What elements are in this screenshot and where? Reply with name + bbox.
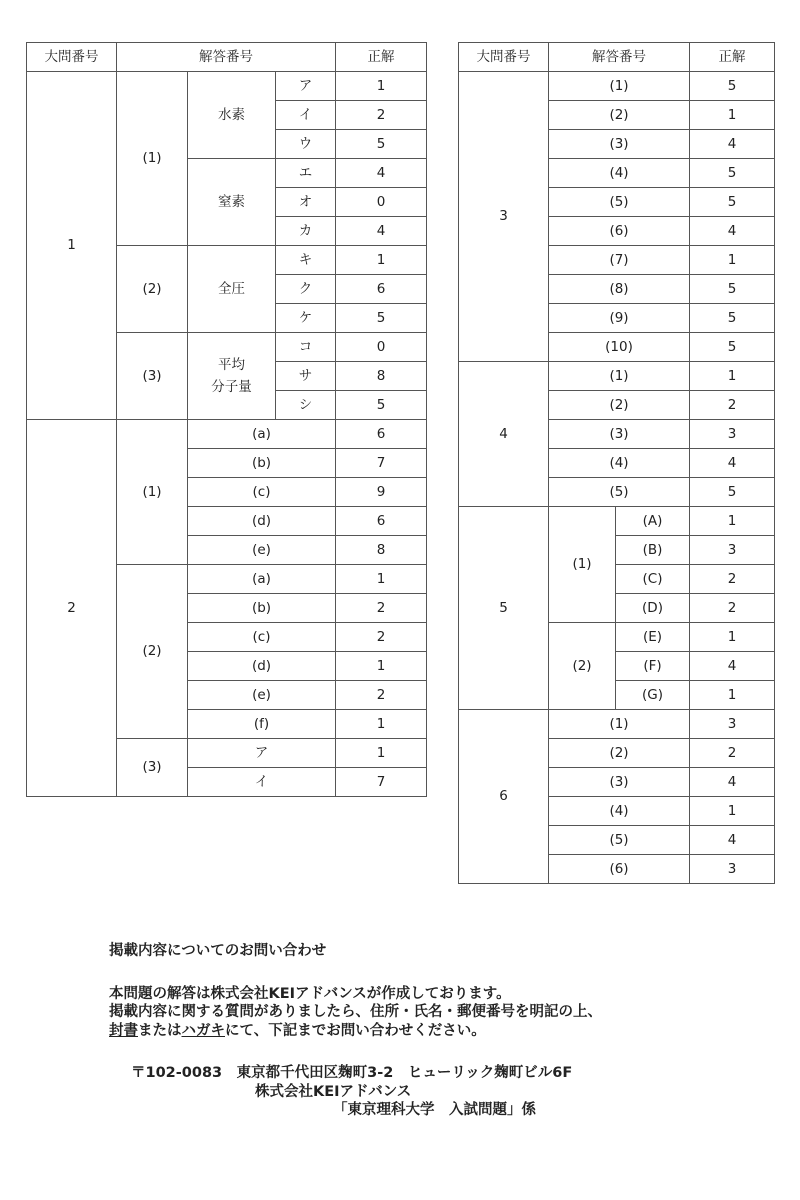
answer-symbol: イ: [276, 101, 336, 130]
sub-question: (10): [549, 333, 690, 362]
answer-symbol: (E): [616, 623, 690, 652]
sub-question: (2): [117, 246, 188, 333]
answer-symbol: コ: [276, 333, 336, 362]
correct-answer: 0: [336, 333, 427, 362]
correct-answer: 2: [690, 565, 775, 594]
sub-question: (1): [549, 507, 616, 623]
correct-answer: 5: [690, 72, 775, 101]
correct-answer: 4: [690, 826, 775, 855]
postal-address: 〒102-0083 東京都千代田区麹町3-2 ヒューリック麹町ビル6F: [131, 1065, 573, 1081]
question-number: 1: [27, 72, 117, 420]
answer-symbol: カ: [276, 217, 336, 246]
sub-question: (3): [549, 130, 690, 159]
correct-answer: 1: [690, 623, 775, 652]
answer-symbol: (a): [188, 565, 336, 594]
correct-answer: 2: [690, 391, 775, 420]
answer-symbol: オ: [276, 188, 336, 217]
answer-symbol: シ: [276, 391, 336, 420]
sub-question: (4): [549, 449, 690, 478]
correct-answer: 3: [690, 855, 775, 884]
answer-symbol: (B): [616, 536, 690, 565]
table-row: [459, 72, 775, 101]
answer-symbol: ク: [276, 275, 336, 304]
sub-question: (3): [117, 333, 188, 420]
table-row: [459, 362, 775, 391]
correct-answer: 3: [690, 536, 775, 565]
item-label: 全圧: [188, 246, 276, 333]
answer-symbol: (e): [188, 681, 336, 710]
question-number: 3: [459, 72, 549, 362]
answer-symbol: (d): [188, 652, 336, 681]
contact-line-3: [109, 1022, 779, 1041]
correct-answer: 6: [336, 275, 427, 304]
correct-answer: 4: [690, 130, 775, 159]
correct-answer: 1: [690, 507, 775, 536]
correct-answer: 1: [690, 246, 775, 275]
question-number: 6: [459, 710, 549, 884]
answer-table-right: [458, 42, 775, 884]
answer-symbol: (d): [188, 507, 336, 536]
sub-question: (8): [549, 275, 690, 304]
correct-answer: 5: [336, 130, 427, 159]
question-number: 4: [459, 362, 549, 507]
company-name: 株式会社KEIアドバンス: [255, 1083, 412, 1100]
correct-answer: 2: [336, 623, 427, 652]
table-row: [459, 710, 775, 739]
sub-question: (4): [549, 797, 690, 826]
answer-symbol: ウ: [276, 130, 336, 159]
sub-question: (5): [549, 188, 690, 217]
answer-symbol: (e): [188, 536, 336, 565]
correct-answer: 4: [690, 768, 775, 797]
answer-symbol: (G): [616, 681, 690, 710]
correct-answer: 1: [336, 739, 427, 768]
item-label: 窒素: [188, 159, 276, 246]
correct-answer: 1: [690, 362, 775, 391]
correct-answer: 3: [690, 420, 775, 449]
sub-question: (2): [117, 565, 188, 739]
correct-answer: 1: [336, 246, 427, 275]
correct-answer: 6: [336, 420, 427, 449]
answer-symbol: ア: [276, 72, 336, 101]
sub-question: (2): [549, 391, 690, 420]
contact-heading: 掲載内容についてのお問い合わせ: [109, 943, 327, 959]
answer-symbol: ア: [188, 739, 336, 768]
contact-line-1: 本問題の解答は株式会社KEIアドバンスが作成しております。: [109, 985, 511, 1002]
table-row: [27, 72, 427, 101]
answer-symbol: (c): [188, 623, 336, 652]
answer-symbol: (F): [616, 652, 690, 681]
sub-question: (3): [117, 739, 188, 797]
sub-question: (6): [549, 855, 690, 884]
correct-answer: 2: [336, 101, 427, 130]
answer-symbol: エ: [276, 159, 336, 188]
table-header-row: [27, 43, 427, 72]
sub-question: (1): [117, 420, 188, 565]
correct-answer: 4: [690, 449, 775, 478]
answer-symbol: (a): [188, 420, 336, 449]
or-text: または: [138, 1022, 182, 1039]
correct-answer: 4: [336, 159, 427, 188]
correct-answer: 2: [336, 681, 427, 710]
header-answer-number: 解答番号: [549, 43, 690, 72]
answer-symbol: (b): [188, 594, 336, 623]
spacer: [109, 961, 779, 985]
answer-symbol: (D): [616, 594, 690, 623]
correct-answer: 8: [336, 362, 427, 391]
correct-answer: 4: [336, 217, 427, 246]
correct-answer: 1: [336, 72, 427, 101]
correct-answer: 2: [336, 594, 427, 623]
correct-answer: 4: [690, 217, 775, 246]
item-label: 水素: [188, 72, 276, 159]
correct-answer: 5: [690, 333, 775, 362]
sealed-letter-text: 封書: [109, 1022, 138, 1039]
correct-answer: 0: [336, 188, 427, 217]
correct-answer: 7: [336, 768, 427, 797]
header-question: 大問番号: [459, 43, 549, 72]
question-number: 5: [459, 507, 549, 710]
header-correct: 正解: [690, 43, 775, 72]
correct-answer: 5: [690, 159, 775, 188]
sub-question: (9): [549, 304, 690, 333]
table-row: [459, 507, 775, 536]
answer-symbol: サ: [276, 362, 336, 391]
correct-answer: 5: [690, 304, 775, 333]
correct-answer: 2: [690, 739, 775, 768]
answer-symbol: (f): [188, 710, 336, 739]
correct-answer: 2: [690, 594, 775, 623]
spacer: [109, 1040, 779, 1064]
sub-question: (7): [549, 246, 690, 275]
correct-answer: 4: [690, 652, 775, 681]
sub-question: (1): [549, 362, 690, 391]
table-row: [27, 420, 427, 449]
sub-question: (3): [549, 420, 690, 449]
answer-table-left: [26, 42, 427, 797]
table-header-row: [459, 43, 775, 72]
sub-question: (2): [549, 623, 616, 710]
correct-answer: 5: [690, 188, 775, 217]
question-number: 2: [27, 420, 117, 797]
sub-question: (2): [549, 101, 690, 130]
postcard-text: ハガキ: [181, 1022, 225, 1039]
answer-symbol: イ: [188, 768, 336, 797]
answer-symbol: ケ: [276, 304, 336, 333]
sub-question: (3): [549, 768, 690, 797]
correct-answer: 1: [336, 710, 427, 739]
correct-answer: 1: [336, 565, 427, 594]
correct-answer: 7: [336, 449, 427, 478]
sub-question: (1): [117, 72, 188, 246]
sub-question: (4): [549, 159, 690, 188]
correct-answer: 1: [336, 652, 427, 681]
correct-answer: 9: [336, 478, 427, 507]
department-name: 「東京理科大学 入試問題」係: [333, 1102, 536, 1118]
answer-symbol: (A): [616, 507, 690, 536]
correct-answer: 1: [690, 797, 775, 826]
correct-answer: 5: [690, 275, 775, 304]
correct-answer: 1: [690, 101, 775, 130]
contact-line-3-rest: にて、下記までお問い合わせください。: [225, 1022, 486, 1039]
correct-answer: 3: [690, 710, 775, 739]
header-answer-number: 解答番号: [117, 43, 336, 72]
item-label: 平均 分子量: [188, 333, 276, 420]
header-question: 大問番号: [27, 43, 117, 72]
answer-symbol: (c): [188, 478, 336, 507]
correct-answer: 5: [336, 391, 427, 420]
sub-question: (5): [549, 826, 690, 855]
correct-answer: 5: [336, 304, 427, 333]
correct-answer: 8: [336, 536, 427, 565]
answer-symbol: (b): [188, 449, 336, 478]
answer-symbol: キ: [276, 246, 336, 275]
sub-question: (1): [549, 72, 690, 101]
correct-answer: 6: [336, 507, 427, 536]
sub-question: (2): [549, 739, 690, 768]
sub-question: (6): [549, 217, 690, 246]
header-correct: 正解: [336, 43, 427, 72]
correct-answer: 1: [690, 681, 775, 710]
sub-question: (1): [549, 710, 690, 739]
contact-line-2: 掲載内容に関する質問がありましたら、住所・氏名・郵便番号を明記の上、: [109, 1004, 602, 1020]
correct-answer: 5: [690, 478, 775, 507]
sub-question: (5): [549, 478, 690, 507]
answer-symbol: (C): [616, 565, 690, 594]
contact-info: [109, 942, 779, 1120]
